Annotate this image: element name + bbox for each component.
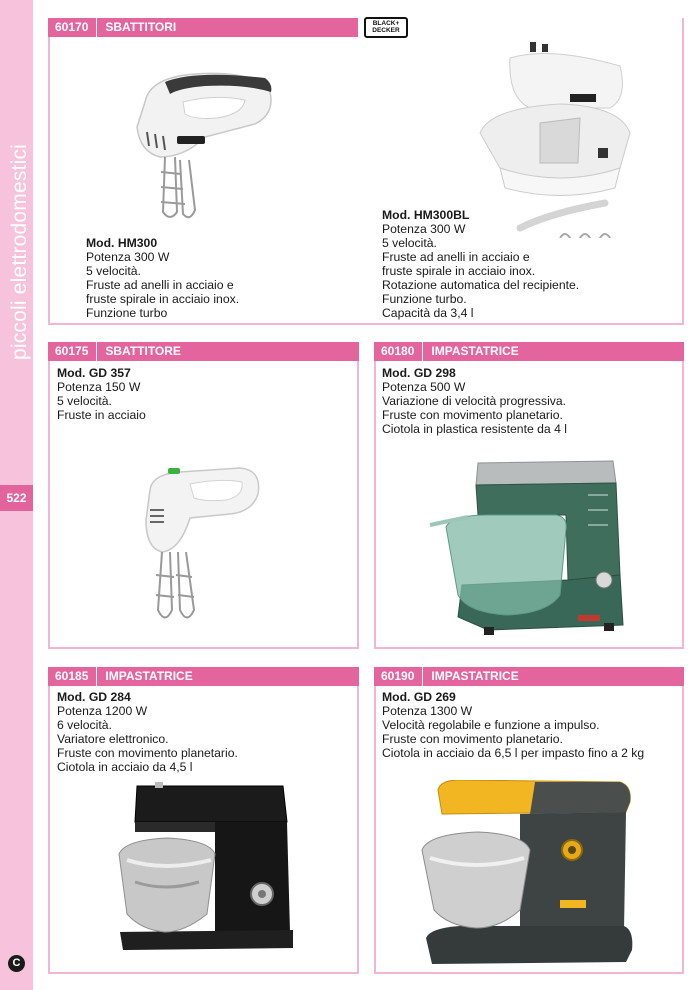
section-category: IMPASTATRICE	[105, 669, 193, 683]
section-code: 60175	[48, 342, 97, 361]
spec-line: Potenza 1300 W	[382, 704, 473, 718]
model-name: Mod. GD 298	[382, 366, 456, 380]
section-header-60185	[48, 667, 359, 686]
spec-line: Potenza 1200 W	[57, 704, 148, 718]
product-gd269-text	[382, 690, 644, 760]
spec-line: 5 velocità.	[86, 264, 141, 278]
spec-line: Fruste con movimento planetario.	[382, 732, 563, 746]
section-category: IMPASTATRICE	[431, 344, 519, 358]
spec-line: 5 velocità.	[57, 394, 112, 408]
section-header-60180	[374, 342, 684, 361]
section-category: IMPASTATRICE	[431, 669, 519, 683]
spec-line: Ciotola in plastica resistente da 4 l	[382, 422, 567, 436]
section-category: SBATTITORI	[105, 20, 177, 34]
section-header-60170	[48, 18, 358, 37]
spec-line: Potenza 150 W	[57, 380, 141, 394]
spec-line: Fruste con movimento planetario.	[57, 746, 238, 760]
model-name: Mod. GD 269	[382, 690, 456, 704]
section-header-60175	[48, 342, 359, 361]
section-code: 60190	[374, 667, 423, 686]
publisher-logo-icon: C	[8, 955, 25, 972]
sidebar	[0, 0, 33, 990]
spec-line: Fruste ad anelli in acciaio e	[382, 250, 530, 264]
stand-mixer-gd284-image	[115, 782, 295, 954]
sidebar-title: piccoli elettrodomestici	[8, 143, 31, 361]
spec-line: Variazione di velocità progressiva.	[382, 394, 567, 408]
model-name: Mod. HM300BL	[382, 208, 470, 222]
stand-mixer-gd269-image	[420, 780, 635, 965]
spec-line: Fruste in acciaio	[57, 408, 146, 422]
spec-line: Fruste ad anelli in acciaio e	[86, 278, 234, 292]
model-name: Mod. GD 284	[57, 690, 131, 704]
section-code: 60170	[48, 18, 97, 37]
spec-line: fruste spirale in acciaio inox.	[382, 264, 536, 278]
spec-line: fruste spirale in acciaio inox.	[86, 292, 240, 306]
section-category: SBATTITORE	[105, 344, 181, 358]
product-gd357-text	[57, 366, 146, 422]
section-header-60190	[374, 667, 684, 686]
spec-line: 5 velocità.	[382, 236, 437, 250]
hand-mixer-gd357-image	[140, 460, 265, 630]
spec-line: Velocità regolabile e funzione a impulso.	[382, 718, 600, 732]
spec-line: Rotazione automatica del recipiente.	[382, 278, 580, 292]
spec-line: Capacità da 3,4 l	[382, 306, 474, 320]
spec-line: Potenza 300 W	[86, 250, 170, 264]
hand-mixer-hm300-image	[125, 62, 280, 232]
product-hm300bl-text	[382, 208, 579, 320]
spec-line: Potenza 500 W	[382, 380, 466, 394]
section-code: 60180	[374, 342, 423, 361]
product-gd284-text	[57, 690, 238, 774]
stand-mixer-gd298-image	[428, 455, 628, 643]
spec-line: Funzione turbo.	[382, 292, 467, 306]
model-name: Mod. GD 357	[57, 366, 131, 380]
spec-line: Funzione turbo	[86, 306, 168, 320]
spec-line: Potenza 300 W	[382, 222, 466, 236]
spec-line: 6 velocità.	[57, 718, 112, 732]
spec-line: Fruste con movimento planetario.	[382, 408, 563, 422]
spec-line: Ciotola in acciaio da 4,5 l	[57, 760, 193, 774]
page-number: 522	[0, 485, 33, 511]
spec-line: Ciotola in acciaio da 6,5 l per impasto fino a 2 kg	[382, 746, 645, 760]
product-gd298-text	[382, 366, 567, 436]
black-decker-logo: BLACK+ DECKER	[364, 17, 408, 38]
product-hm300-text	[86, 236, 239, 320]
section-code: 60185	[48, 667, 97, 686]
spec-line: Variatore elettronico.	[57, 732, 169, 746]
model-name: Mod. HM300	[86, 236, 158, 250]
